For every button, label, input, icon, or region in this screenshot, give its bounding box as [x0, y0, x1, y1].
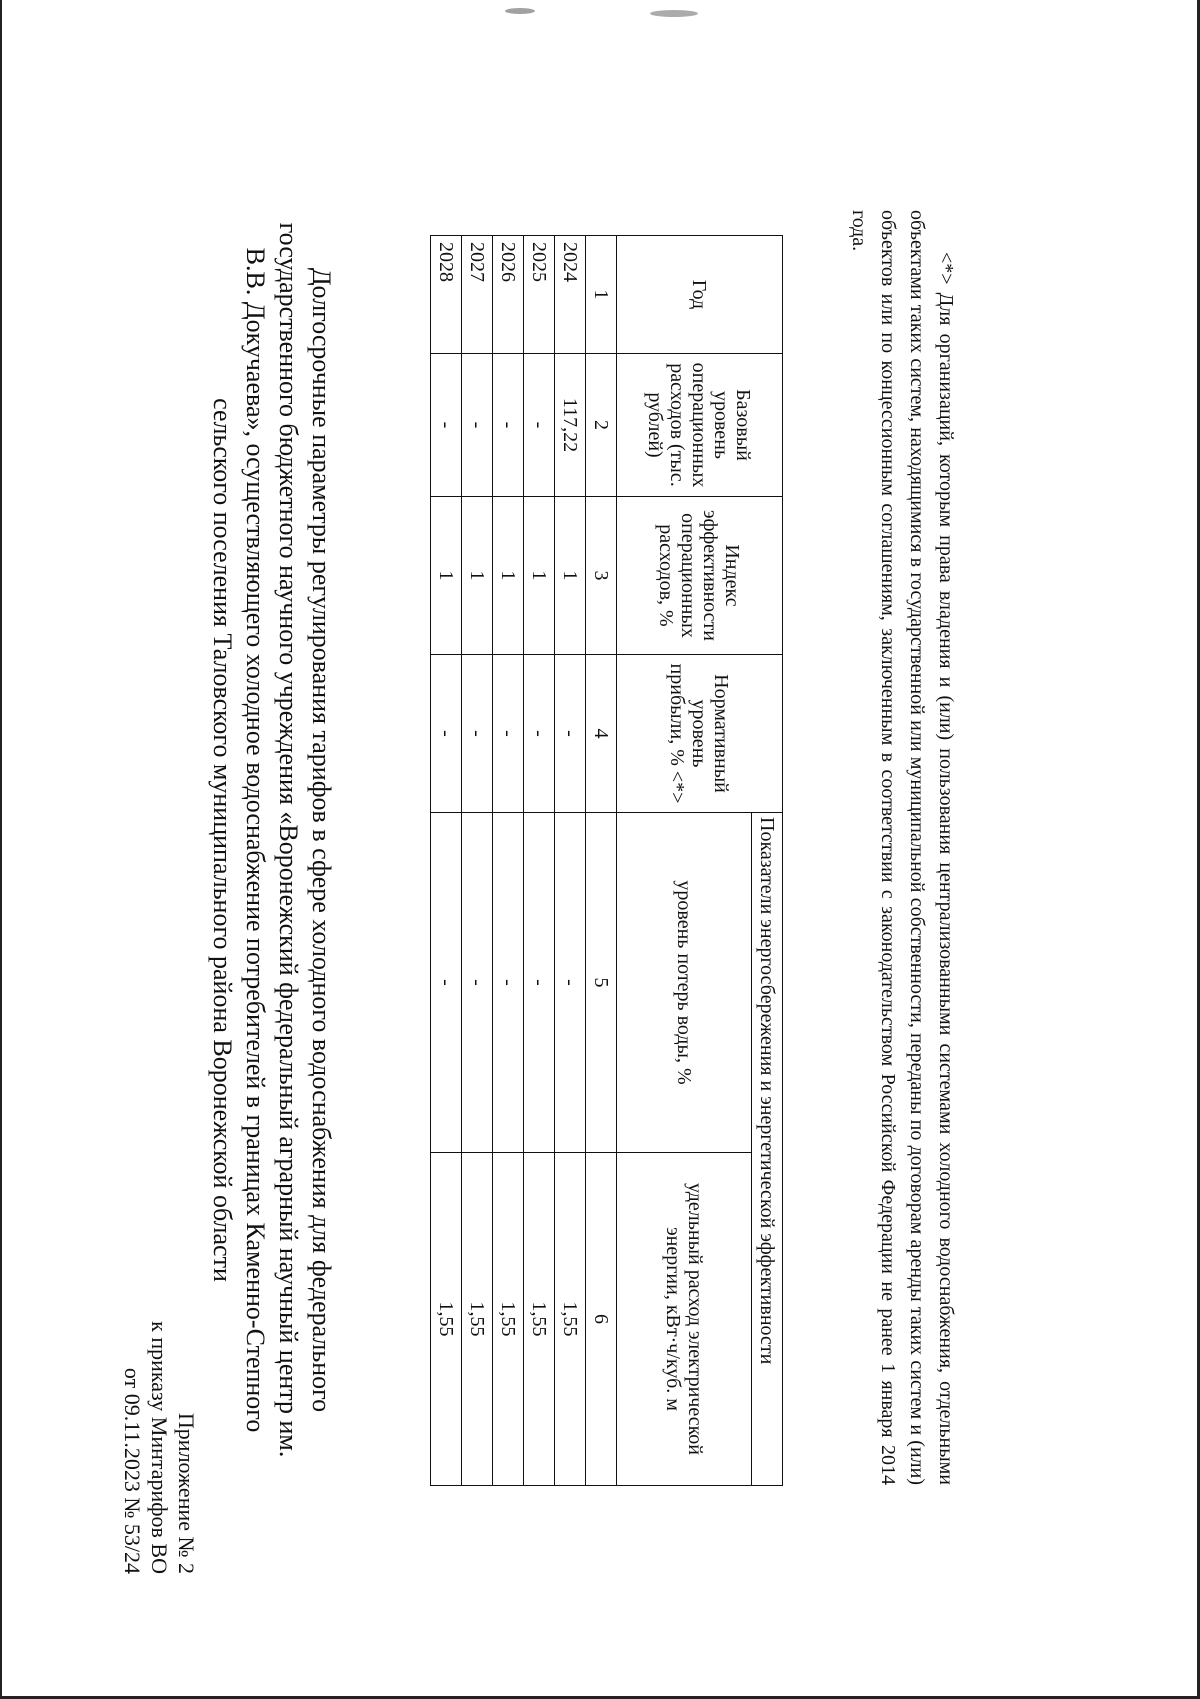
cell-profit-level: -: [493, 655, 524, 813]
header-efficiency-index: Индекс эффективности операционных расходов, %: [617, 497, 783, 655]
cell-water-loss: -: [555, 813, 586, 1153]
cell-water-loss: -: [462, 813, 493, 1153]
cell-profit-level: -: [431, 655, 462, 813]
column-number: 5: [586, 813, 617, 1153]
column-number-row: [586, 236, 617, 1486]
header-profit-level: Нормативный уровень прибыли, % <*>: [617, 655, 783, 813]
title-line: Долгосрочные параметры регулирования тарифов в сфере холодного водоснабжения для федерального: [307, 267, 336, 1413]
header-base-level: Базовый уровень операционных расходов (тыс. рублей): [617, 354, 783, 497]
table-row: [431, 236, 462, 1486]
cell-power-use: 1,55: [524, 1153, 555, 1486]
cell-efficiency-index: 1: [524, 497, 555, 655]
document-title: [206, 175, 338, 1505]
cell-water-loss: -: [524, 813, 555, 1153]
title-line: В.В. Докучаева», осуществляющего холодное водоснабжение потребителей в границах Каменно-Степного: [241, 247, 270, 1433]
annex-line: Приложение № 2: [174, 1412, 199, 1574]
title-line: государственного бюджетного научного учреждения «Воронежский федеральный аграрный научный центр им.: [274, 222, 303, 1458]
column-number: 4: [586, 655, 617, 813]
cell-efficiency-index: 1: [555, 497, 586, 655]
annex-line: к приказу Минтарифов ВО: [147, 1321, 172, 1574]
title-line: сельского поселения Таловского муниципального района Воронежской области: [208, 398, 237, 1282]
cell-year: 2026: [493, 236, 524, 354]
header-energy-group: Показатели энергосбережения и энергетической эффективности: [752, 813, 783, 1486]
footnote: <*> Для организаций, которым права владения и (или) пользования централизованными системами холодного водоснабжения, отдельными объектами таких систем, находящимися в государственной или муниципальной собственности, переданы по договорам аренды таких систем и (или) объектов или по концессионным соглашениям, заключенным в соответствии с законодательством Российской Федерации не ранее 1 января 2014 года.: [848, 210, 957, 1485]
cell-efficiency-index: 1: [431, 497, 462, 655]
cell-water-loss: -: [431, 813, 462, 1153]
header-year: Год: [617, 236, 783, 354]
cell-year: 2025: [524, 236, 555, 354]
cell-power-use: 1,55: [493, 1153, 524, 1486]
column-number: 2: [586, 354, 617, 497]
header-power-use: удельный расход электрической энергии, кВт·ч/куб. м: [617, 1153, 752, 1486]
cell-efficiency-index: 1: [493, 497, 524, 655]
cell-water-loss: -: [493, 813, 524, 1153]
cell-base-level: 117,22: [555, 354, 586, 497]
parameters-table: [430, 235, 783, 1486]
cell-base-level: -: [493, 354, 524, 497]
cell-base-level: -: [462, 354, 493, 497]
cell-year: 2028: [431, 236, 462, 354]
column-number: 1: [586, 236, 617, 354]
header-water-loss: уровень потерь воды, %: [617, 813, 752, 1153]
cell-year: 2027: [462, 236, 493, 354]
header-row: [752, 236, 783, 1486]
cell-efficiency-index: 1: [462, 497, 493, 655]
cell-profit-level: -: [462, 655, 493, 813]
annex-reference: [119, 1214, 200, 1574]
annex-line: от 09.11.2023 № 53/24: [120, 1367, 145, 1574]
cell-year: 2024: [555, 236, 586, 354]
cell-power-use: 1,55: [555, 1153, 586, 1486]
cell-power-use: 1,55: [431, 1153, 462, 1486]
table-row: [462, 236, 493, 1486]
table-row: [524, 236, 555, 1486]
column-number: 6: [586, 1153, 617, 1486]
cell-profit-level: -: [555, 655, 586, 813]
table-row: [555, 236, 586, 1486]
cell-power-use: 1,55: [462, 1153, 493, 1486]
column-number: 3: [586, 497, 617, 655]
table-row: [493, 236, 524, 1486]
cell-base-level: -: [524, 354, 555, 497]
cell-profit-level: -: [524, 655, 555, 813]
cell-base-level: -: [431, 354, 462, 497]
